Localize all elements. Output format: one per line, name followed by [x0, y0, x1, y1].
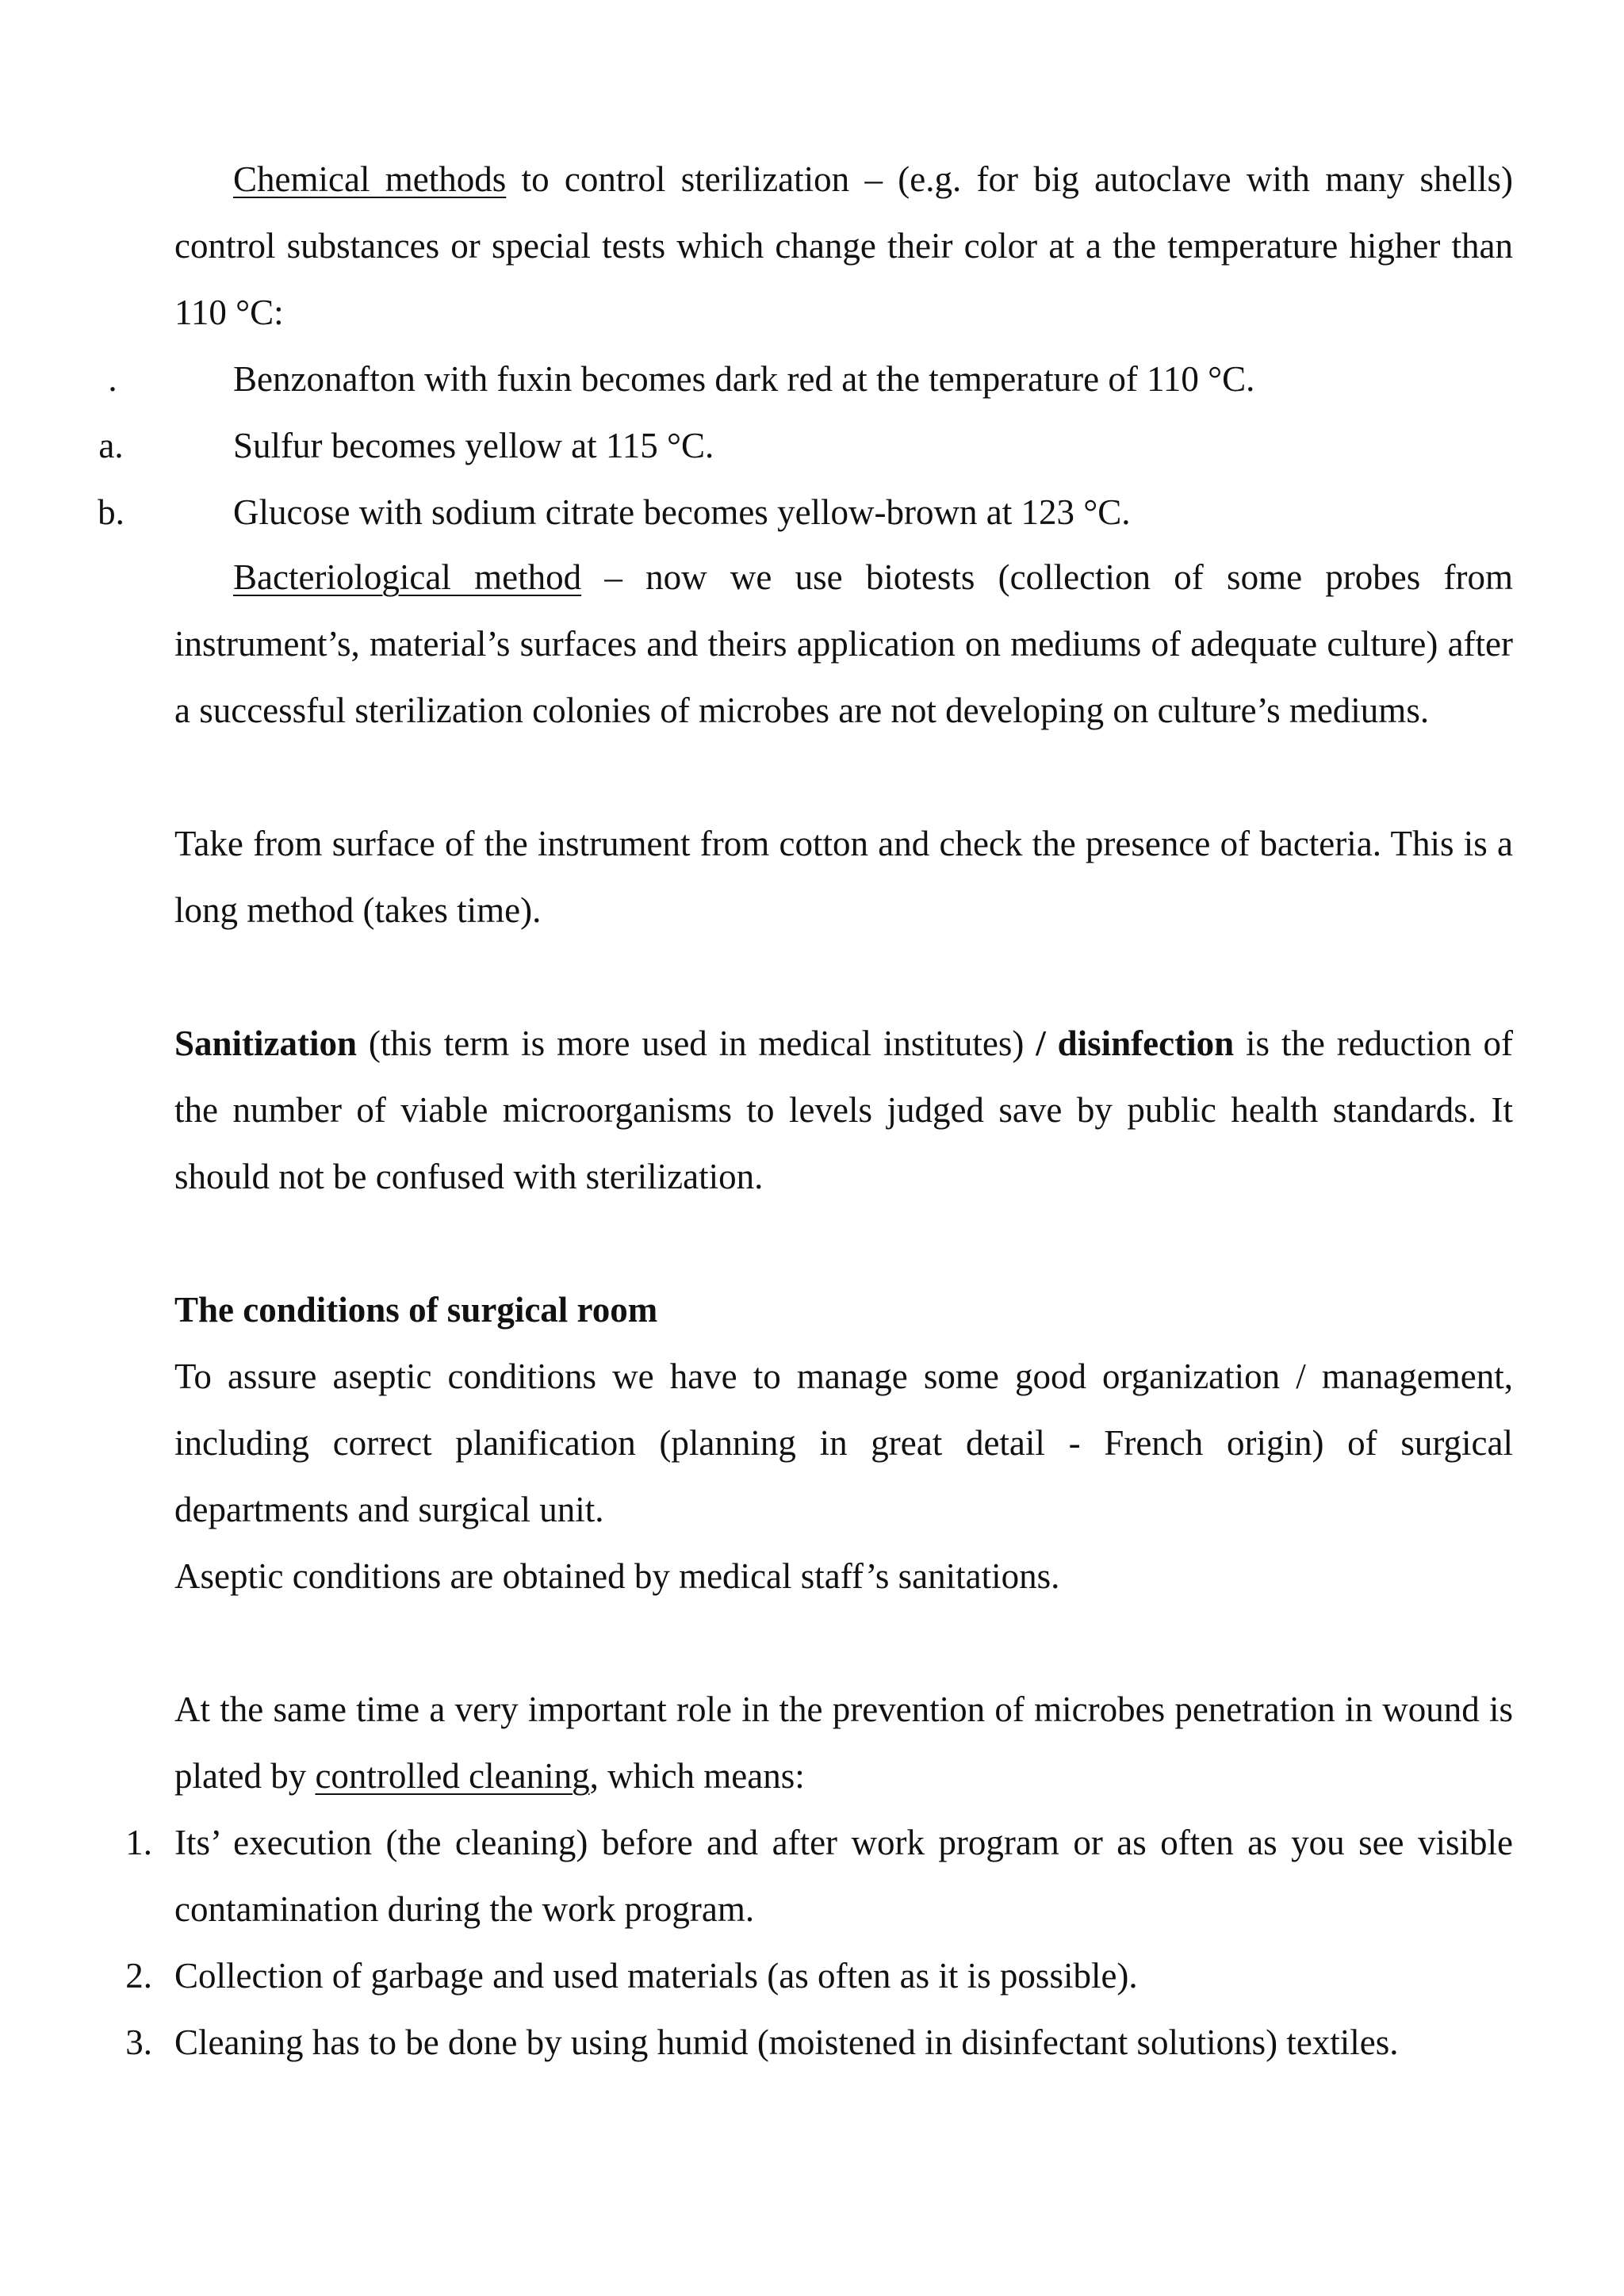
controlled-cleaning-paragraph — [174, 1676, 1513, 1809]
list-number: 3. — [125, 2022, 152, 2062]
list-item-text: Its’ execution (the cleaning) before and after work program or as often as you see visible contamination during the work program. — [174, 1823, 1513, 1929]
slash-separator: / — [1036, 1024, 1046, 1063]
bacteriological-method-text: – now we use biotests (collection of some probes from instrument’s, material’s surfaces and theirs application on mediums of adequate culture) after a successful sterilization colonies of microbes are not developing on culture’s mediums. — [174, 557, 1514, 730]
list-item-text: Glucose with sodium citrate becomes yellow-brown at 123 °C. — [233, 492, 1131, 532]
bacteriological-method-paragraph — [174, 544, 1513, 744]
aseptic-organization-paragraph: To assure aseptic conditions we have to manage some good organization / management, including correct planification (planning in great detail - French origin) of surgical departments and surgical unit. — [174, 1357, 1513, 1529]
sanitization-paragraph — [174, 1010, 1513, 1210]
list-number: 2. — [125, 1956, 152, 1996]
controlled-cleaning-end: , which means: — [589, 1756, 805, 1796]
list-item — [125, 2009, 1513, 2076]
list-item — [125, 1809, 1513, 1942]
chemical-methods-text: to control sterilization – (e.g. for big autoclave with many shells) control substances or special tests which change their color at a the temperature higher than 110 °C: — [174, 159, 1513, 332]
swab-test-paragraph: Take from surface of the instrument from cotton and check the presence of bacteria. This is a long method (takes time). — [174, 824, 1513, 930]
disinfection-term: disinfection — [1057, 1024, 1235, 1063]
controlled-cleaning-intro: At the same time a very important role in the prevention of microbes penetration in wound is plated by — [174, 1689, 1513, 1796]
sanitization-term: Sanitization — [174, 1024, 358, 1063]
section-heading: The conditions of surgical room — [174, 1290, 658, 1330]
sanitization-mid-text: (this term is more used in medical institutes) — [357, 1024, 1036, 1063]
list-number: 1. — [125, 1823, 152, 1862]
list-item-text: Collection of garbage and used materials (as often as it is possible). — [174, 1956, 1138, 1996]
list-item-text: Benzonafton with fuxin becomes dark red at the temperature of 110 °C. — [233, 359, 1255, 399]
chemical-methods-paragraph — [174, 146, 1513, 346]
aseptic-sanitations-paragraph: Aseptic conditions are obtained by medical staff’s sanitations. — [174, 1556, 1060, 1596]
list-marker: b. — [98, 492, 124, 532]
list-item-text: Cleaning has to be done by using humid (moistened in disinfectant solutions) textiles. — [174, 2022, 1399, 2062]
bacteriological-method-term: Bacteriological method — [233, 557, 582, 597]
list-marker: . — [108, 359, 117, 399]
list-item — [125, 1942, 1513, 2009]
controlled-cleaning-term: controlled cleaning — [315, 1756, 590, 1796]
list-item-text: Sulfur becomes yellow at 115 °C. — [233, 426, 714, 465]
chemical-methods-term: Chemical methods — [233, 159, 507, 199]
list-marker: a. — [98, 426, 124, 465]
sanitization-definition-text: is the reduction of the number of viable microorganisms to levels judged save by public health standards. It should not be confused with sterilization. — [174, 1024, 1514, 1196]
